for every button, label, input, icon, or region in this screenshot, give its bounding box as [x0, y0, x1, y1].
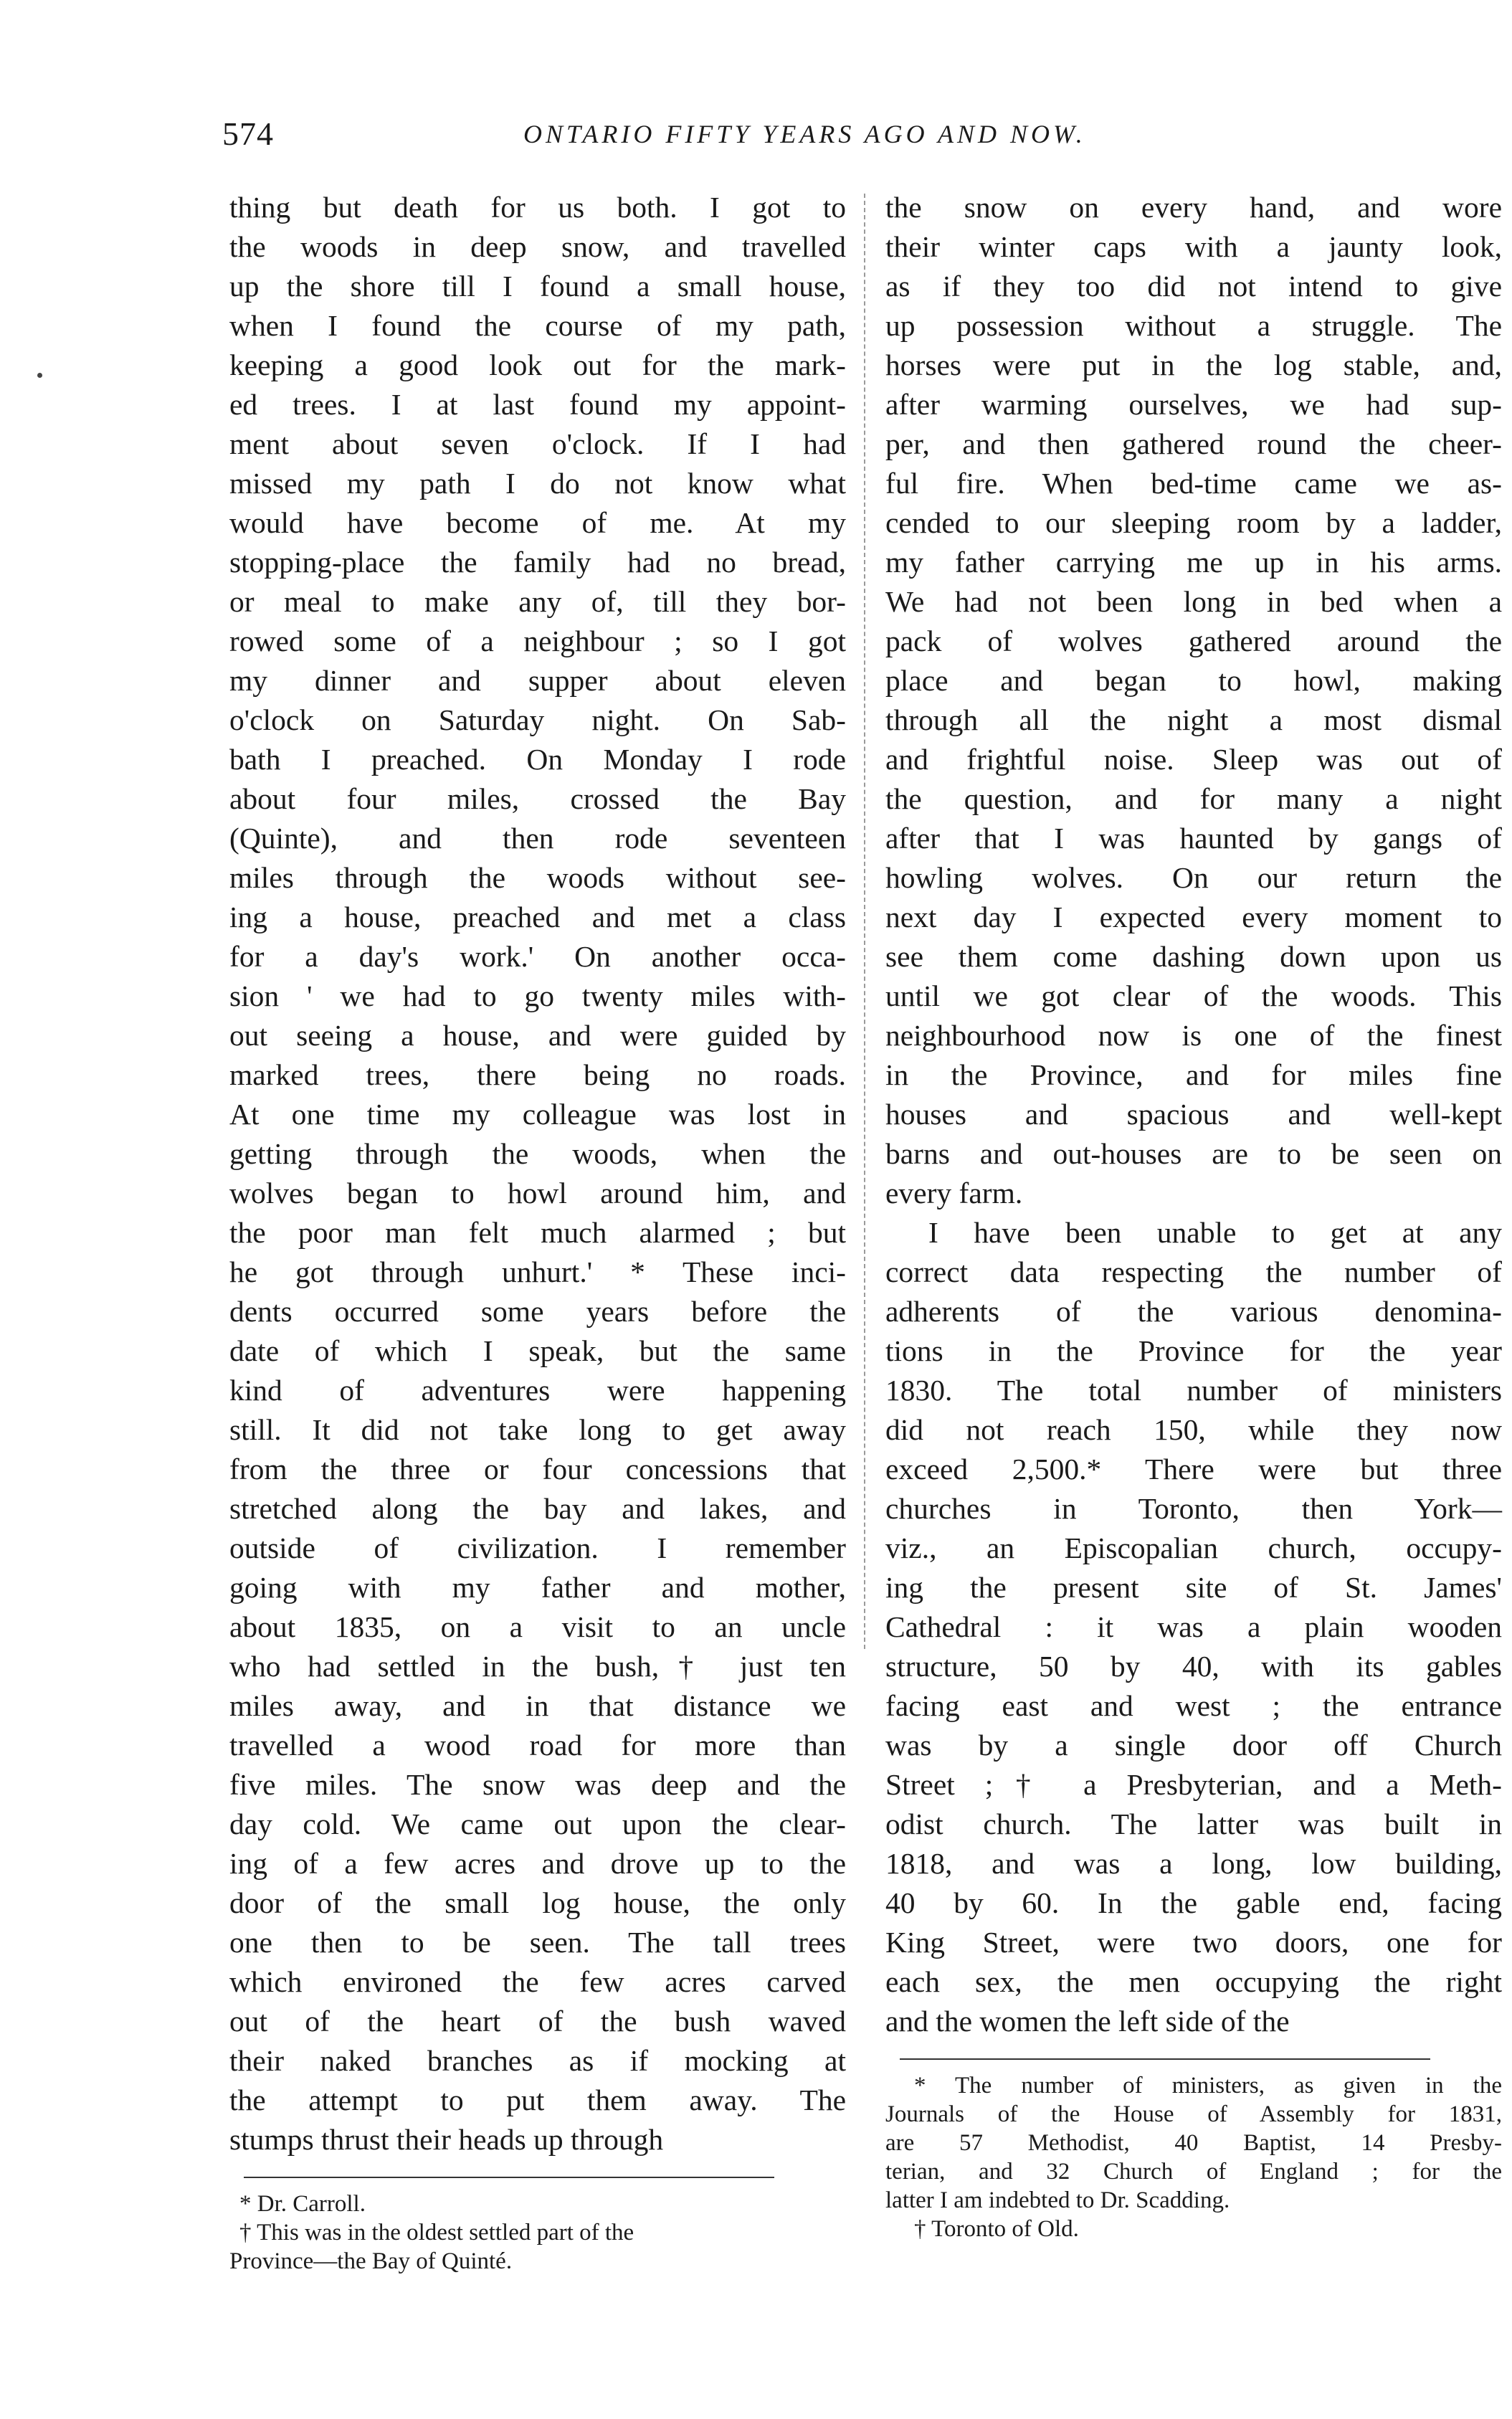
text-line: ed trees. I at last found my appoint- [229, 388, 846, 421]
text-line: missed my path I do not know what [229, 467, 846, 500]
left-footnotes [229, 2190, 846, 2276]
text-line: ment about seven o'clock. If I had [229, 427, 846, 460]
text-line: door of the small log house, the only [229, 1886, 846, 1919]
text-line: dents occurred some years before the [229, 1295, 846, 1328]
text-line: did not reach 150, while they now [885, 1413, 1502, 1446]
footnote-line: are 57 Methodist, 40 Baptist, 14 Presby- [885, 2130, 1502, 2156]
text-line: going with my father and mother, [229, 1571, 846, 1604]
text-line: which environed the few acres carved [229, 1965, 846, 1998]
page-number: 574 [222, 115, 274, 152]
text-line: miles away, and in that distance we [229, 1689, 846, 1722]
text-line: keeping a good look out for the mark- [229, 348, 846, 381]
footnote-line: terian, and 32 Church of England ; for the [885, 2159, 1502, 2185]
text-line: 1830. The total number of ministers [885, 1374, 1502, 1407]
text-line: every farm. [885, 1177, 1023, 1210]
text-line: one then to be seen. The tall trees [229, 1926, 846, 1959]
footnote-line: * Dr. Carroll. [239, 2191, 366, 2217]
footnote-rule-left [244, 2177, 774, 2178]
text-line: out seeing a house, and were guided by [229, 1019, 846, 1052]
text-line: I have been unable to get at any [928, 1216, 1502, 1249]
text-line: odist church. The latter was built in [885, 1807, 1502, 1840]
text-line: next day I expected every moment to [885, 900, 1502, 933]
text-line: place and began to howl, making [885, 664, 1502, 697]
text-line: ful fire. When bed-time came we as- [885, 467, 1502, 500]
text-line: after that I was haunted by gangs of [885, 822, 1502, 855]
text-line: wolves began to howl around him, and [229, 1177, 846, 1210]
text-line: per, and then gathered round the cheer- [885, 427, 1502, 460]
footnote-line: † This was in the oldest settled part of the [239, 2220, 634, 2245]
text-line: viz., an Episcopalian church, occupy- [885, 1531, 1502, 1564]
text-line: up the shore till I found a small house, [229, 270, 846, 303]
text-line: up possession without a struggle. The [885, 309, 1502, 342]
text-line: thing but death for us both. I got to [229, 191, 846, 224]
text-line: see them come dashing down upon us [885, 940, 1502, 973]
text-line: the attempt to put them away. The [229, 2083, 846, 2116]
text-line: and frightful noise. Sleep was out of [885, 743, 1502, 776]
text-line: churches in Toronto, then York— [885, 1492, 1502, 1525]
text-line: through all the night a most dismal [885, 703, 1502, 736]
text-line: correct data respecting the number of [885, 1255, 1502, 1288]
left-column-body [229, 188, 846, 2159]
text-line: facing east and west ; the entrance [885, 1689, 1502, 1722]
text-line: my father carrying me up in his arms. [885, 546, 1502, 579]
text-line: getting through the woods, when the [229, 1137, 846, 1170]
text-line: pack of wolves gathered around the [885, 624, 1502, 657]
text-line: after warming ourselves, we had sup- [885, 388, 1502, 421]
text-line: houses and spacious and well-kept [885, 1098, 1502, 1131]
footnote-line: latter I am indebted to Dr. Scadding. [885, 2187, 1230, 2213]
stray-ink-dot [37, 373, 42, 378]
text-line: would have become of me. At my [229, 506, 846, 539]
right-footnotes [885, 2071, 1502, 2243]
text-line: Cathedral : it was a plain wooden [885, 1610, 1502, 1643]
text-line: for a day's work.' On another occa- [229, 940, 846, 973]
text-line: he got through unhurt.' * These inci- [229, 1255, 846, 1288]
text-line: each sex, the men occupying the right [885, 1965, 1502, 1998]
text-line: their winter caps with a jaunty look, [885, 230, 1502, 263]
footnote-rule-right [900, 2058, 1430, 2060]
text-line: my dinner and supper about eleven [229, 664, 846, 697]
text-line: bath I preached. On Monday I rode [229, 743, 846, 776]
text-line: the question, and for many a night [885, 782, 1502, 815]
right-paragraph-1 [885, 188, 1502, 1213]
text-line: kind of adventures were happening [229, 1374, 846, 1407]
text-line: five miles. The snow was deep and the [229, 1768, 846, 1801]
text-line: We had not been long in bed when a [885, 585, 1502, 618]
text-line: cended to our sleeping room by a ladder, [885, 506, 1502, 539]
text-line: was by a single door off Church [885, 1729, 1502, 1762]
text-line: exceed 2,500.* There were but three [885, 1453, 1502, 1486]
text-line: barns and out-houses are to be seen on [885, 1137, 1502, 1170]
text-line: rowed some of a neighbour ; so I got [229, 624, 846, 657]
text-line: who had settled in the bush,† just ten [229, 1650, 846, 1683]
text-line: out of the heart of the bush waved [229, 2005, 846, 2038]
text-line: the woods in deep snow, and travelled [229, 230, 846, 263]
page-header [222, 115, 1512, 172]
text-line: horses were put in the log stable, and, [885, 348, 1502, 381]
text-line: marked trees, there being no roads. [229, 1058, 846, 1091]
text-line: ing the present site of St. James' [885, 1571, 1502, 1604]
text-line: the poor man felt much alarmed ; but [229, 1216, 846, 1249]
footnote-line: † Toronto of Old. [914, 2216, 1079, 2242]
text-line: adherents of the various denomina- [885, 1295, 1502, 1328]
text-line: 40 by 60. In the gable end, facing [885, 1886, 1502, 1919]
text-line: ing of a few acres and drove up to the [229, 1847, 846, 1880]
text-line: when I found the course of my path, [229, 309, 846, 342]
text-line: date of which I speak, but the same [229, 1334, 846, 1367]
text-line: neighbourhood now is one of the finest [885, 1019, 1502, 1052]
text-line: their naked branches as if mocking at [229, 2044, 846, 2077]
text-line: or meal to make any of, till they bor- [229, 585, 846, 618]
text-line: the snow on every hand, and wore [885, 191, 1502, 224]
text-line: 1818, and was a long, low building, [885, 1847, 1502, 1880]
text-line: (Quinte), and then rode seventeen [229, 822, 846, 855]
text-line: Street ;† a Presbyterian, and a Meth- [885, 1768, 1502, 1801]
running-title: ONTARIO FIFTY YEARS AGO AND NOW. [523, 120, 1086, 148]
footnote-line: * The number of ministers, as given in the [914, 2073, 1502, 2099]
text-line: travelled a wood road for more than [229, 1729, 846, 1762]
text-line: from the three or four concessions that [229, 1453, 846, 1486]
text-line: sion ' we had to go twenty miles with- [229, 979, 846, 1012]
text-line: outside of civilization. I remember [229, 1531, 846, 1564]
text-line: about 1835, on a visit to an uncle [229, 1610, 846, 1643]
text-line: miles through the woods without see- [229, 861, 846, 894]
footnote-line: Journals of the House of Assembly for 1831, [885, 2101, 1502, 2127]
text-line: King Street, were two doors, one for [885, 1926, 1502, 1959]
text-line: howling wolves. On our return the [885, 861, 1502, 894]
right-column [885, 188, 1502, 2243]
text-line: until we got clear of the woods. This [885, 979, 1502, 1012]
text-line: ing a house, preached and met a class [229, 900, 846, 933]
text-line: as if they too did not intend to give [885, 270, 1502, 303]
text-line: still. It did not take long to get away [229, 1413, 846, 1446]
text-line: in the Province, and for miles fine [885, 1058, 1502, 1091]
column-divider [864, 194, 865, 1649]
text-line: stopping-place the family had no bread, [229, 546, 846, 579]
text-line: and the women the left side of the [885, 2005, 1290, 2038]
right-paragraph-2 [885, 1213, 1502, 2041]
text-line: stumps thrust their heads up through [229, 2123, 664, 2156]
text-line: tions in the Province for the year [885, 1334, 1502, 1367]
text-line: day cold. We came out upon the clear- [229, 1807, 846, 1840]
text-line: structure, 50 by 40, with its gables [885, 1650, 1502, 1683]
text-line: about four miles, crossed the Bay [229, 782, 846, 815]
left-column [229, 188, 846, 2276]
text-line: stretched along the bay and lakes, and [229, 1492, 846, 1525]
text-line: o'clock on Saturday night. On Sab- [229, 703, 846, 736]
footnote-line: Province—the Bay of Quinté. [229, 2248, 513, 2274]
text-line: At one time my colleague was lost in [229, 1098, 846, 1131]
